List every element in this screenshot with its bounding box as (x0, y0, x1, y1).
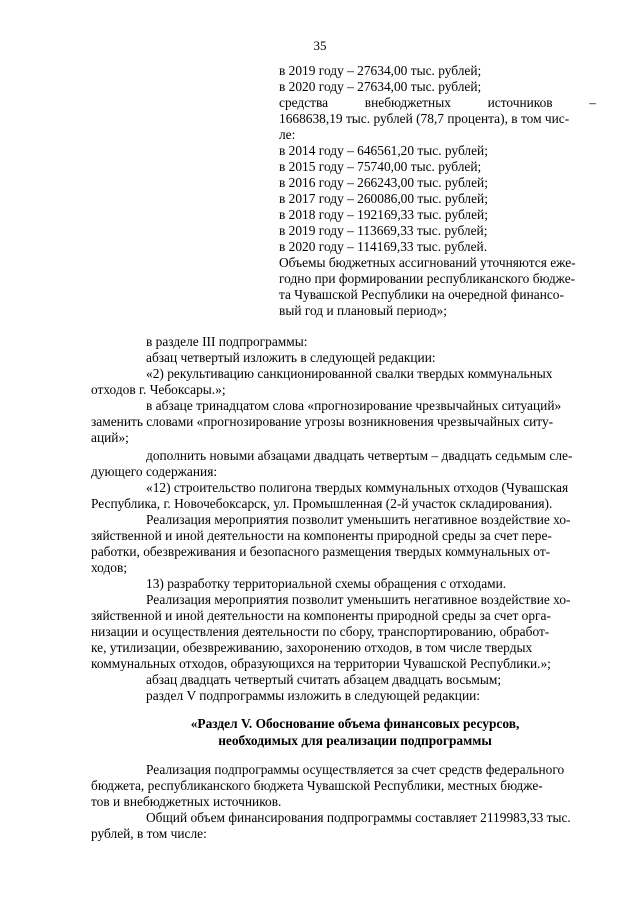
body-line: абзац двадцать четвертый считать абзацем двадцать восьмым; (146, 672, 502, 687)
finance-line: в 2018 году – 192169,33 тыс. рублей; (279, 207, 488, 222)
body-line: 13) разработку территориальной схемы обращения с отходами. (146, 576, 507, 591)
body-line: абзац четвертый изложить в следующей редакции: (146, 350, 436, 365)
section-heading-line-1: «Раздел V. Обоснование объема финансовых ресурсов, (190, 716, 520, 731)
finance-line: в 2015 году – 75740,00 тыс. рублей; (279, 159, 482, 174)
body-line: бюджета, республиканского бюджета Чувашской Республики, местных бюдже- (91, 778, 543, 793)
extra-budget-heading-line (279, 95, 596, 110)
body-line: Реализация мероприятия позволит уменьшить негативное воздействие хо- (146, 592, 571, 607)
body-line: раздел V подпрограммы изложить в следующей редакции: (146, 688, 481, 703)
body-line: в разделе III подпрограммы: (146, 334, 308, 349)
finance-line: в 2019 году – 113669,33 тыс. рублей; (279, 223, 488, 238)
body-line: зяйственной и иной деятельности на компоненты природной среды за счет пере- (91, 528, 552, 543)
note-line: та Чувашской Республики на очередной финансо- (279, 287, 564, 302)
note-line: годно при формировании республиканского бюдже- (279, 271, 576, 286)
finance-line: ле: (279, 127, 296, 142)
body-line: ке, утилизации, обезвреживанию, захоронению отходов, в том числе твердых (91, 640, 533, 655)
body-line: дующего содержания: (91, 464, 218, 479)
word: средства (279, 95, 329, 110)
body-line: Реализация мероприятия позволит уменьшить негативное воздействие хо- (146, 512, 571, 527)
body-line: тов и внебюджетных источников. (91, 794, 282, 809)
body-line: зяйственной и иной деятельности на компоненты природной среды за счет орга- (91, 608, 551, 623)
body-line: Общий объем финансирования подпрограммы составляет 2119983,33 тыс. (146, 810, 571, 825)
finance-line: в 2016 году – 266243,00 тыс. рублей; (279, 175, 488, 190)
body-line: заменить словами «прогнозирование угрозы возникновения чрезвычайных ситу- (91, 414, 554, 429)
body-line: аций»; (91, 430, 129, 445)
body-line: «2) рекультивацию санкционированной свалки твердых коммунальных (146, 366, 553, 381)
body-line: ходов; (91, 560, 128, 575)
body-line: рублей, в том числе: (91, 826, 207, 841)
finance-line: в 2014 году – 646561,20 тыс. рублей; (279, 143, 488, 158)
body-line: «12) строительство полигона твердых коммунальных отходов (Чувашская (146, 480, 569, 495)
finance-line: в 2020 году – 114169,33 тыс. рублей. (279, 239, 488, 254)
body-line: Республика, г. Новочебоксарск, ул. Промышленная (2-й участок складирования). (91, 496, 553, 511)
page-number: 35 (313, 38, 327, 53)
body-line: низации и осуществления деятельности по сбору, транспортированию, обработ- (91, 624, 550, 639)
body-line: коммунальных отходов, образующихся на территории Чувашской Республики.»; (91, 656, 551, 671)
note-line: вый год и плановый период»; (279, 303, 447, 318)
finance-line: в 2017 году – 260086,00 тыс. рублей; (279, 191, 488, 206)
word: источников (487, 95, 553, 110)
body-line: Реализация подпрограммы осуществляется за счет средств федерального (146, 762, 565, 777)
note-line: Объемы бюджетных ассигнований уточняются еже- (279, 255, 576, 270)
body-line: работки, обезвреживания и безопасного размещения твердых коммунальных от- (91, 544, 551, 559)
body-line: в абзаце тринадцатом слова «прогнозирование чрезвычайных ситуаций» (146, 398, 562, 413)
body-line: отходов г. Чебоксары.»; (91, 382, 226, 397)
section-heading-line-2: необходимых для реализации подпрограммы (218, 733, 492, 748)
finance-line: в 2020 году – 27634,00 тыс. рублей; (279, 79, 482, 94)
finance-line: в 2019 году – 27634,00 тыс. рублей; (279, 63, 482, 78)
word: внебюджетных (364, 95, 451, 110)
finance-line: 1668638,19 тыс. рублей (78,7 процента), в том чис- (279, 111, 570, 126)
body-line: дополнить новыми абзацами двадцать четвертым – двадцать седьмым сле- (146, 448, 573, 463)
word: – (589, 95, 596, 110)
